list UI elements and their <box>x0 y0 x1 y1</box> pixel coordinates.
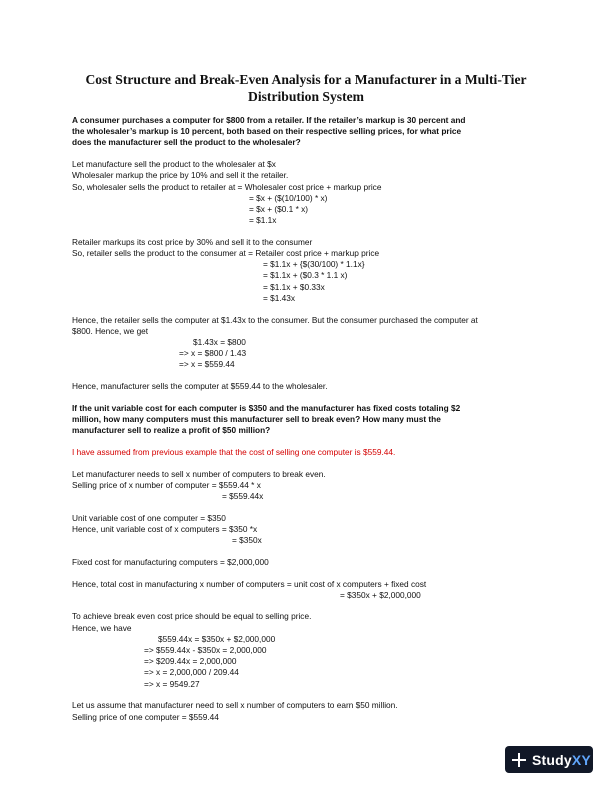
equation-line: = $1.1x <box>249 215 277 226</box>
equation-line: = $1.1x + ($0.3 * 1.1 x) <box>263 270 348 281</box>
equation-line: = $x + ($0.1 * x) <box>249 203 309 214</box>
question-line: the wholesaler’s markup is 10 percent, both based on their respective selling prices, for what price <box>72 126 462 137</box>
text-line: Let manufacturer needs to sell x number of computers to break even. <box>72 468 326 479</box>
text-line: Hence, manufacturer sells the computer at $559.44 to the wholesaler. <box>72 381 328 392</box>
brand-text: Study <box>532 751 572 768</box>
text-line: So, retailer sells the product to the consumer at = Retailer cost price + markup price <box>72 248 380 259</box>
text-line: So, wholesaler sells the product to retailer at = Wholesaler cost price + markup price <box>72 181 382 192</box>
equation-line: $559.44x = $350x + $2,000,000 <box>158 633 276 644</box>
question-2 <box>72 403 542 437</box>
brand-accent: XY <box>571 751 591 768</box>
plus-icon <box>512 753 526 767</box>
text-line: Selling price of x number of computer = $559.44 * x <box>72 479 261 490</box>
equation-line: = $559.44x <box>222 490 264 501</box>
studyxy-badge[interactable] <box>505 746 593 773</box>
text-line: Hence, the retailer sells the computer at $1.43x to the consumer. But the consumer purchased the computer at <box>72 314 478 325</box>
question-line: If the unit variable cost for each computer is $350 and the manufacturer has fixed costs totaling $2 <box>72 402 461 413</box>
equation-line: = $1.1x + $0.33x <box>263 281 325 292</box>
title-line-1: Cost Structure and Break-Even Analysis for a Manufacturer in a Multi-Tier <box>85 72 527 87</box>
equation-line: = $350x <box>232 535 262 546</box>
equation-line: => x = 9549.27 <box>144 678 200 689</box>
equation-line: => x = $800 / 1.43 <box>179 348 247 359</box>
equation-line: => x = 2,000,000 / 209.44 <box>144 667 239 678</box>
text-line: Fixed cost for manufacturing computers = $2,000,000 <box>72 556 269 567</box>
brand-name <box>532 752 591 768</box>
text-line: Wholesaler markup the price by 10% and sell it the retailer. <box>72 170 289 181</box>
equation-line: => $209.44x = 2,000,000 <box>144 656 237 667</box>
text-line: Hence, unit variable cost of x computers = $350 *x <box>72 523 258 534</box>
equation-line: = $350x + $2,000,000 <box>340 589 421 600</box>
equation-line: => $559.44x - $350x = 2,000,000 <box>144 645 267 656</box>
text-line: Unit variable cost of one computer = $350 <box>72 512 226 523</box>
text-line: Selling price of one computer = $559.44 <box>72 711 219 722</box>
text-line: Retailer markups its cost price by 30% and sell it to the consumer <box>72 236 313 247</box>
document-body <box>72 115 542 723</box>
text-line: Let manufacture sell the product to the wholesaler at $x <box>72 159 276 170</box>
question-line: A consumer purchases a computer for $800 from a retailer. If the retailer’s markup is 30 percent and <box>72 115 466 125</box>
equation-line: = $1.1x + {$(30/100) * 1.1x} <box>263 259 365 270</box>
question-1 <box>72 115 542 149</box>
title-line-2: Distribution System <box>248 89 364 104</box>
assumption-note: I have assumed from previous example that the cost of selling one computer is $559.44. <box>72 446 396 457</box>
page-title <box>60 71 552 105</box>
question-line: does the manufacturer sell the product to the wholesaler? <box>72 137 301 148</box>
equation-line: = $1.43x <box>263 292 296 303</box>
text-line: Let us assume that manufacturer need to sell x number of computers to earn $50 million. <box>72 700 398 711</box>
question-line: manufacturer sell to realize a profit of $50 million? <box>72 425 271 436</box>
text-line: $800. Hence, we get <box>72 325 149 336</box>
text-line: To achieve break even cost price should be equal to selling price. <box>72 611 312 622</box>
equation-line: => x = $559.44 <box>179 359 235 370</box>
question-line: million, how many computers must this manufacturer sell to break even? How many must the <box>72 413 441 424</box>
equation-line: $1.43x = $800 <box>193 336 246 347</box>
equation-line: = $x + ($(10/100) * x) <box>249 192 328 203</box>
text-line: Hence, total cost in manufacturing x number of computers = unit cost of x computers + fixed cost <box>72 578 427 589</box>
text-line: Hence, we have <box>72 622 132 633</box>
